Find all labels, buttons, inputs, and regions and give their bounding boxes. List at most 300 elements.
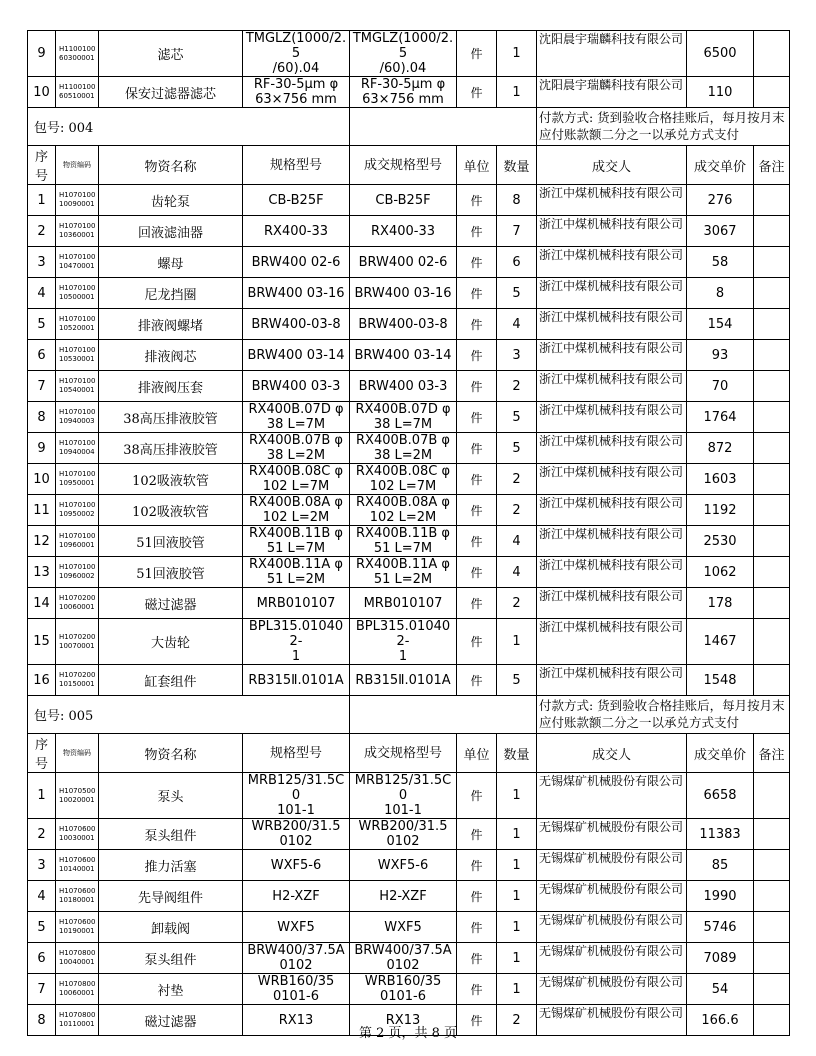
row-price: 8 [687,278,754,309]
row-qty: 2 [497,495,537,526]
row-vendor: 浙江中煤机械科技有限公司 [537,526,687,557]
row-note [754,619,790,665]
header-row [28,734,790,773]
row-code: H1070100 10940004 [56,433,99,464]
row-unit: 件 [457,278,497,309]
row-vendor: 浙江中煤机械科技有限公司 [537,402,687,433]
row-code: H1070200 10150001 [56,665,99,696]
row-price: 1990 [687,881,754,912]
row-deal-spec: WXF5-6 [350,850,457,881]
row-note [754,278,790,309]
table-row [28,278,790,309]
row-price: 5746 [687,912,754,943]
header-deal-spec: 成交规格型号 [350,146,457,185]
page-footer: 第 2 页，共 8 页 [358,1026,458,1041]
row-seq: 8 [28,1005,56,1036]
row-code: H1070100 10950002 [56,495,99,526]
row-unit: 件 [457,31,497,77]
row-seq: 6 [28,340,56,371]
row-note [754,433,790,464]
row-vendor: 浙江中煤机械科技有限公司 [537,340,687,371]
row-code: H1100100 60510001 [56,77,99,108]
row-price: 276 [687,185,754,216]
row-note [754,974,790,1005]
row-deal-spec: MRB010107 [350,588,457,619]
row-name: 衬垫 [99,974,243,1005]
row-code: H1070100 10520001 [56,309,99,340]
table-row [28,371,790,402]
row-name: 102吸液软管 [99,464,243,495]
table-row [28,433,790,464]
row-vendor: 浙江中煤机械科技有限公司 [537,247,687,278]
header-spec: 规格型号 [243,734,350,773]
table-row [28,912,790,943]
payment-terms: 付款方式: 货到验收合格挂账后，每月按月末应付账款额二分之一以承兑方式支付 [537,696,790,734]
table-row [28,619,790,665]
row-note [754,588,790,619]
table-row [28,402,790,433]
row-seq: 9 [28,433,56,464]
row-unit: 件 [457,619,497,665]
row-seq: 16 [28,665,56,696]
row-price: 1467 [687,619,754,665]
row-note [754,371,790,402]
row-price: 54 [687,974,754,1005]
row-price: 6658 [687,773,754,819]
row-code: H1070500 10020001 [56,773,99,819]
row-spec: RX400B.08C φ 102 L=7M [243,464,350,495]
row-qty: 1 [497,77,537,108]
row-name: 泵头组件 [99,819,243,850]
row-name: 先导阀组件 [99,881,243,912]
header-note: 备注 [754,734,790,773]
row-code: H1070600 10140001 [56,850,99,881]
row-vendor: 浙江中煤机械科技有限公司 [537,665,687,696]
row-spec: BPL315.010402- 1 [243,619,350,665]
row-unit: 件 [457,495,497,526]
row-qty: 1 [497,912,537,943]
row-spec: RX400-33 [243,216,350,247]
row-vendor: 浙江中煤机械科技有限公司 [537,371,687,402]
row-seq: 3 [28,247,56,278]
row-vendor: 浙江中煤机械科技有限公司 [537,588,687,619]
table-row [28,309,790,340]
row-spec: RF-30-5μm φ 63×756 mm [243,77,350,108]
row-vendor: 沈阳晨宇瑞麟科技有限公司 [537,31,687,77]
row-price: 58 [687,247,754,278]
row-spec: RX400B.07B φ 38 L=2M [243,433,350,464]
row-name: 齿轮泵 [99,185,243,216]
row-deal-spec: RX13 [350,1005,457,1036]
row-note [754,912,790,943]
row-price: 872 [687,433,754,464]
row-spec: BRW400 02-6 [243,247,350,278]
table-row [28,850,790,881]
row-qty: 4 [497,557,537,588]
row-spec: RB315Ⅱ.0101A [243,665,350,696]
row-unit: 件 [457,185,497,216]
row-unit: 件 [457,588,497,619]
row-code: H1070200 10060001 [56,588,99,619]
row-spec: WRB200/31.5 0102 [243,819,350,850]
row-code: H1070800 10040001 [56,943,99,974]
row-spec: H2-XZF [243,881,350,912]
row-unit: 件 [457,974,497,1005]
row-spec: RX400B.08A φ 102 L=2M [243,495,350,526]
header-vendor: 成交人 [537,146,687,185]
header-name: 物资名称 [99,734,243,773]
row-note [754,495,790,526]
row-unit: 件 [457,665,497,696]
row-deal-spec: BRW400-03-8 [350,309,457,340]
row-qty: 1 [497,773,537,819]
table-body [28,31,790,1036]
row-qty: 1 [497,881,537,912]
row-seq: 10 [28,464,56,495]
row-seq: 1 [28,185,56,216]
row-price: 1603 [687,464,754,495]
row-seq: 1 [28,773,56,819]
table-row [28,974,790,1005]
row-deal-spec: BRW400/37.5A 0102 [350,943,457,974]
table-row [28,588,790,619]
row-seq: 2 [28,216,56,247]
row-note [754,185,790,216]
row-spec: RX400B.07D φ 38 L=7M [243,402,350,433]
row-note [754,309,790,340]
row-vendor: 浙江中煤机械科技有限公司 [537,557,687,588]
header-vendor: 成交人 [537,734,687,773]
row-vendor: 无锡煤矿机械股份有限公司 [537,1005,687,1036]
row-qty: 2 [497,588,537,619]
row-unit: 件 [457,1005,497,1036]
row-price: 1764 [687,402,754,433]
row-spec: MRB010107 [243,588,350,619]
header-seq: 序号 [28,734,56,773]
row-deal-spec: BRW400 02-6 [350,247,457,278]
payment-terms: 付款方式: 货到验收合格挂账后，每月按月末应付账款额二分之一以承兑方式支付 [537,108,790,146]
row-spec: RX400B.11B φ 51 L=7M [243,526,350,557]
row-spec: WXF5-6 [243,850,350,881]
header-code: 物资编码 [56,146,99,185]
row-note [754,216,790,247]
row-code: H1070100 10960002 [56,557,99,588]
package-blank [350,696,537,734]
row-qty: 2 [497,371,537,402]
row-seq: 8 [28,402,56,433]
row-spec: BRW400 03-3 [243,371,350,402]
row-name: 51回液胶管 [99,526,243,557]
row-name: 磁过滤器 [99,588,243,619]
row-unit: 件 [457,433,497,464]
row-name: 102吸液软管 [99,495,243,526]
row-name: 保安过滤器滤芯 [99,77,243,108]
row-note [754,943,790,974]
row-seq: 9 [28,31,56,77]
table-row [28,881,790,912]
row-code: H1070600 10180001 [56,881,99,912]
row-vendor: 浙江中煤机械科技有限公司 [537,185,687,216]
row-unit: 件 [457,773,497,819]
header-unit: 单位 [457,734,497,773]
row-price: 1548 [687,665,754,696]
row-price: 70 [687,371,754,402]
row-price: 1062 [687,557,754,588]
row-name: 大齿轮 [99,619,243,665]
row-code: H1070600 10190001 [56,912,99,943]
row-qty: 5 [497,402,537,433]
row-name: 38高压排液胶管 [99,433,243,464]
row-seq: 15 [28,619,56,665]
row-unit: 件 [457,402,497,433]
row-price: 85 [687,850,754,881]
row-code: H1070200 10070001 [56,619,99,665]
row-unit: 件 [457,309,497,340]
row-code: H1070600 10030001 [56,819,99,850]
row-deal-spec: H2-XZF [350,881,457,912]
row-unit: 件 [457,247,497,278]
row-code: H1070100 10470001 [56,247,99,278]
row-deal-spec: WRB200/31.5 0102 [350,819,457,850]
row-qty: 5 [497,433,537,464]
row-spec: CB-B25F [243,185,350,216]
row-seq: 4 [28,278,56,309]
row-note [754,665,790,696]
header-qty: 数量 [497,146,537,185]
header-code: 物资编码 [56,734,99,773]
row-unit: 件 [457,526,497,557]
row-note [754,819,790,850]
row-deal-spec: RX400B.07B φ 38 L=2M [350,433,457,464]
header-row [28,146,790,185]
row-qty: 1 [497,850,537,881]
table-row [28,185,790,216]
row-vendor: 浙江中煤机械科技有限公司 [537,464,687,495]
table-row [28,495,790,526]
row-vendor: 无锡煤矿机械股份有限公司 [537,850,687,881]
row-deal-spec: CB-B25F [350,185,457,216]
row-code: H1070100 10950001 [56,464,99,495]
row-spec: BRW400 03-16 [243,278,350,309]
row-seq: 12 [28,526,56,557]
row-spec: TMGLZ(1000/2.5 /60).04 [243,31,350,77]
row-code: H1070100 10960001 [56,526,99,557]
row-vendor: 浙江中煤机械科技有限公司 [537,619,687,665]
row-name: 排液阀螺堵 [99,309,243,340]
package-label: 包号: 004 [28,108,350,146]
row-vendor: 无锡煤矿机械股份有限公司 [537,773,687,819]
row-price: 11383 [687,819,754,850]
row-price: 110 [687,77,754,108]
row-qty: 1 [497,619,537,665]
row-seq: 5 [28,912,56,943]
row-spec: WXF5 [243,912,350,943]
row-qty: 2 [497,1005,537,1036]
row-note [754,773,790,819]
row-price: 2530 [687,526,754,557]
row-price: 1192 [687,495,754,526]
row-name: 排液阀压套 [99,371,243,402]
row-spec: BRW400-03-8 [243,309,350,340]
row-seq: 7 [28,974,56,1005]
row-deal-spec: RX400-33 [350,216,457,247]
row-deal-spec: RB315Ⅱ.0101A [350,665,457,696]
header-spec: 规格型号 [243,146,350,185]
row-price: 178 [687,588,754,619]
row-name: 推力活塞 [99,850,243,881]
row-code: H1070100 10360001 [56,216,99,247]
row-seq: 10 [28,77,56,108]
row-deal-spec: TMGLZ(1000/2.5 /60).04 [350,31,457,77]
row-qty: 3 [497,340,537,371]
row-code: H1070100 10940003 [56,402,99,433]
table-row [28,526,790,557]
row-seq: 3 [28,850,56,881]
row-deal-spec: RX400B.08C φ 102 L=7M [350,464,457,495]
row-price: 3067 [687,216,754,247]
row-deal-spec: RX400B.07D φ 38 L=7M [350,402,457,433]
row-note [754,77,790,108]
row-seq: 2 [28,819,56,850]
row-name: 滤芯 [99,31,243,77]
header-deal-spec: 成交规格型号 [350,734,457,773]
row-unit: 件 [457,881,497,912]
procurement-table [27,30,790,1036]
row-name: 回液滤油器 [99,216,243,247]
row-price: 166.6 [687,1005,754,1036]
row-name: 38高压排液胶管 [99,402,243,433]
row-vendor: 浙江中煤机械科技有限公司 [537,495,687,526]
row-note [754,526,790,557]
header-name: 物资名称 [99,146,243,185]
package-row [28,108,790,146]
row-price: 7089 [687,943,754,974]
row-note [754,31,790,77]
table-row [28,819,790,850]
header-seq: 序号 [28,146,56,185]
row-note [754,402,790,433]
row-qty: 1 [497,943,537,974]
row-deal-spec: WXF5 [350,912,457,943]
row-deal-spec: WRB160/35 0101-6 [350,974,457,1005]
table-row [28,216,790,247]
row-seq: 13 [28,557,56,588]
table-row [28,665,790,696]
row-qty: 5 [497,665,537,696]
row-vendor: 浙江中煤机械科技有限公司 [537,278,687,309]
row-name: 排液阀芯 [99,340,243,371]
row-deal-spec: BRW400 03-3 [350,371,457,402]
row-name: 磁过滤器 [99,1005,243,1036]
row-note [754,850,790,881]
row-unit: 件 [457,216,497,247]
row-name: 螺母 [99,247,243,278]
row-unit: 件 [457,850,497,881]
row-name: 51回液胶管 [99,557,243,588]
row-name: 泵头 [99,773,243,819]
row-unit: 件 [457,371,497,402]
row-unit: 件 [457,943,497,974]
table-row [28,464,790,495]
table-row [28,340,790,371]
row-deal-spec: RF-30-5μm φ 63×756 mm [350,77,457,108]
header-qty: 数量 [497,734,537,773]
row-unit: 件 [457,557,497,588]
table-row [28,77,790,108]
row-note [754,340,790,371]
table-row [28,557,790,588]
row-code: H1070100 10090001 [56,185,99,216]
row-qty: 7 [497,216,537,247]
row-name: 尼龙挡圈 [99,278,243,309]
row-vendor: 无锡煤矿机械股份有限公司 [537,819,687,850]
header-note: 备注 [754,146,790,185]
row-vendor: 无锡煤矿机械股份有限公司 [537,912,687,943]
row-vendor: 浙江中煤机械科技有限公司 [537,216,687,247]
row-code: H1070100 10530001 [56,340,99,371]
row-unit: 件 [457,340,497,371]
row-note [754,464,790,495]
row-code: H1070100 10540001 [56,371,99,402]
row-price: 6500 [687,31,754,77]
row-vendor: 沈阳晨宇瑞麟科技有限公司 [537,77,687,108]
row-deal-spec: BRW400 03-16 [350,278,457,309]
row-deal-spec: BPL315.010402- 1 [350,619,457,665]
row-unit: 件 [457,464,497,495]
row-name: 卸载阀 [99,912,243,943]
row-unit: 件 [457,819,497,850]
row-qty: 1 [497,974,537,1005]
row-seq: 5 [28,309,56,340]
row-unit: 件 [457,912,497,943]
row-seq: 11 [28,495,56,526]
row-deal-spec: BRW400 03-14 [350,340,457,371]
row-price: 93 [687,340,754,371]
row-deal-spec: MRB125/31.5C0 101-1 [350,773,457,819]
row-code: H1100100 60300001 [56,31,99,77]
row-qty: 5 [497,278,537,309]
row-qty: 1 [497,819,537,850]
row-code: H1070800 10110001 [56,1005,99,1036]
row-qty: 2 [497,464,537,495]
row-note [754,247,790,278]
row-qty: 4 [497,526,537,557]
table-row [28,773,790,819]
row-note [754,557,790,588]
row-qty: 1 [497,31,537,77]
row-spec: BRW400/37.5A 0102 [243,943,350,974]
table-row [28,247,790,278]
package-blank [350,108,537,146]
header-price: 成交单价 [687,146,754,185]
row-vendor: 无锡煤矿机械股份有限公司 [537,881,687,912]
row-qty: 6 [497,247,537,278]
row-note [754,881,790,912]
row-code: H1070800 10060001 [56,974,99,1005]
row-code: H1070100 10500001 [56,278,99,309]
row-deal-spec: RX400B.08A φ 102 L=2M [350,495,457,526]
row-price: 154 [687,309,754,340]
row-deal-spec: RX400B.11B φ 51 L=7M [350,526,457,557]
row-seq: 6 [28,943,56,974]
table-row [28,31,790,77]
row-spec: BRW400 03-14 [243,340,350,371]
row-seq: 4 [28,881,56,912]
row-qty: 8 [497,185,537,216]
row-qty: 4 [497,309,537,340]
row-vendor: 无锡煤矿机械股份有限公司 [537,943,687,974]
row-seq: 7 [28,371,56,402]
